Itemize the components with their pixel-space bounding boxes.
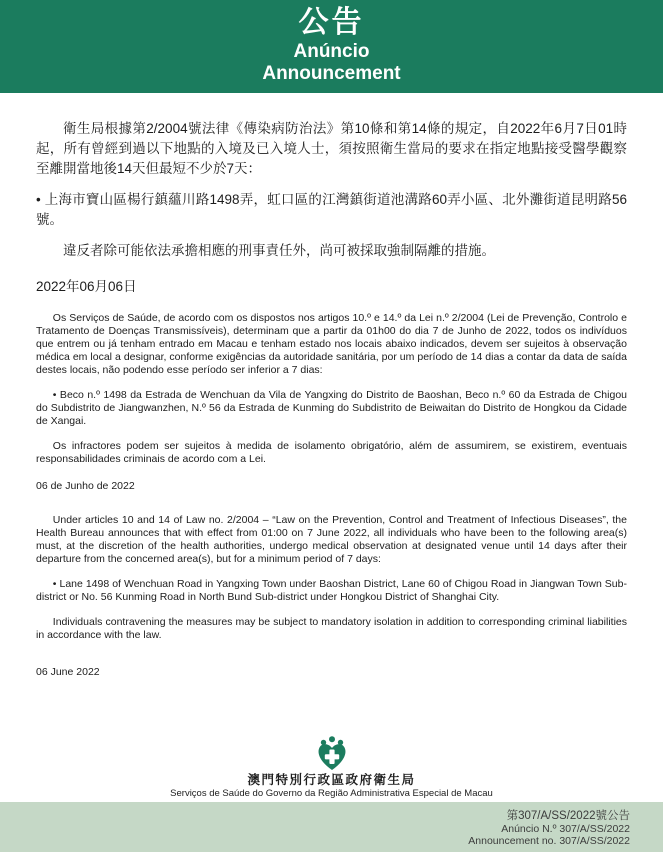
pt-paragraph-penalty: Os infractores podem ser sujeitos à medida de isolamento obrigatório, além de assumirem, se existirem, eventuais responsabilidades criminais de acordo com a Lei. xyxy=(36,440,627,465)
reference-number-zh: 第307/A/SS/2022號公告 xyxy=(506,810,630,822)
pt-paragraph-main: Os Serviços de Saúde, de acordo com os dispostos nos artigos 10.º e 14.º da Lei n.º 2/2004 (Lei de Prevenção, Controlo e Tratamento de Doenças Transmissíveis), determinam que a partir da 01h00 do dia 7 de Junho de 2022, todos os indivíduos que entrem ou já tenham entrado em Macau e tenham estado nos locais abaixo indicados, devem ser sujeitos à observação médica em local a designar, conforme exigências da autoridade sanitária, por um período de 14 dias a contar da data de saída destes locais, não podendo esse período ser inferior a 7 dias: xyxy=(36,312,627,376)
pt-date: 06 de Junho de 2022 xyxy=(36,480,135,492)
reference-number-bar xyxy=(0,802,663,852)
reference-number-en: Announcement no. 307/A/SS/2022 xyxy=(468,835,630,847)
org-name-pt: Serviços de Saúde do Governo da Região Administrativa Especial de Macau xyxy=(170,788,493,799)
en-paragraph-penalty: Individuals contravening the measures may be subject to mandatory isolation in addition to corresponding criminal liabilities in accordance with the law. xyxy=(36,616,627,641)
zh-date: 2022年06月06日 xyxy=(36,279,137,294)
heart-cross-people-logo-icon xyxy=(0,735,663,773)
en-paragraph-main: Under articles 10 and 14 of Law no. 2/2004 – “Law on the Prevention, Control and Treatment of Infectious Diseases”, the Health Bureau announces that with effect from 01:00 on 7 June 2022, all individuals who have been to the following area(s) must, at the discretion of the health authorities, undergo medical observation at designated venue until 14 days after their departure from the concerned area(s), but for a minimum period of 7 days: xyxy=(36,514,627,565)
zh-paragraph-penalty: 違反者除可能依法承擔相應的刑事責任外，尚可被採取強制隔離的措施。 xyxy=(63,243,495,258)
header-title-zh: 公告 xyxy=(298,6,365,39)
announcement-header xyxy=(0,0,663,93)
en-date: 06 June 2022 xyxy=(36,666,100,678)
reference-number-pt: Anúncio N.º 307/A/SS/2022 xyxy=(501,823,630,835)
zh-bullet-locations: • 上海市寶山區楊行鎮蘊川路1498弄，虹口區的江灣鎮街道池溝路60弄小區、北外灘街道昆明路56號。 xyxy=(36,192,627,227)
header-title-pt: Anúncio xyxy=(293,41,370,62)
en-bullet-locations: • Lane 1498 of Wenchuan Road in Yangxing Town under Baoshan District, Lane 60 of Chigou Road in Jiangwan Town Sub-district or No. 56 Kunming Road in North Bund Sub-district under Hongkou District of Shanghai City. xyxy=(36,578,627,603)
zh-paragraph-main: 衛生局根據第2/2004號法律《傳染病防治法》第10條和第14條的規定，自2022年6月7日01時起，所有曾經到過以下地點的入境及已入境人士，須按照衛生當局的要求在指定地點接受醫學觀察至離開當地後14天但最短不少於7天： xyxy=(36,121,627,176)
footer-organization xyxy=(0,735,663,802)
announcement-body xyxy=(0,93,663,679)
section-english xyxy=(36,514,627,679)
header-title-en: Announcement xyxy=(262,63,401,84)
org-name-zh: 澳門特別行政區政府衛生局 xyxy=(247,773,416,787)
section-portuguese xyxy=(36,312,627,493)
section-chinese xyxy=(36,119,627,297)
pt-bullet-locations: • Beco n.º 1498 da Estrada de Wenchuan da Vila de Yangxing do Distrito de Baoshan, Beco n.º 60 da Estrada de Chigou do Subdistrito de Jiangwanzhen, N.º 56 da Estrada de Kunming do Subdistrito de Beiwaitan do Distrito de Hongkou da Cidade de Xangai. xyxy=(36,389,627,427)
